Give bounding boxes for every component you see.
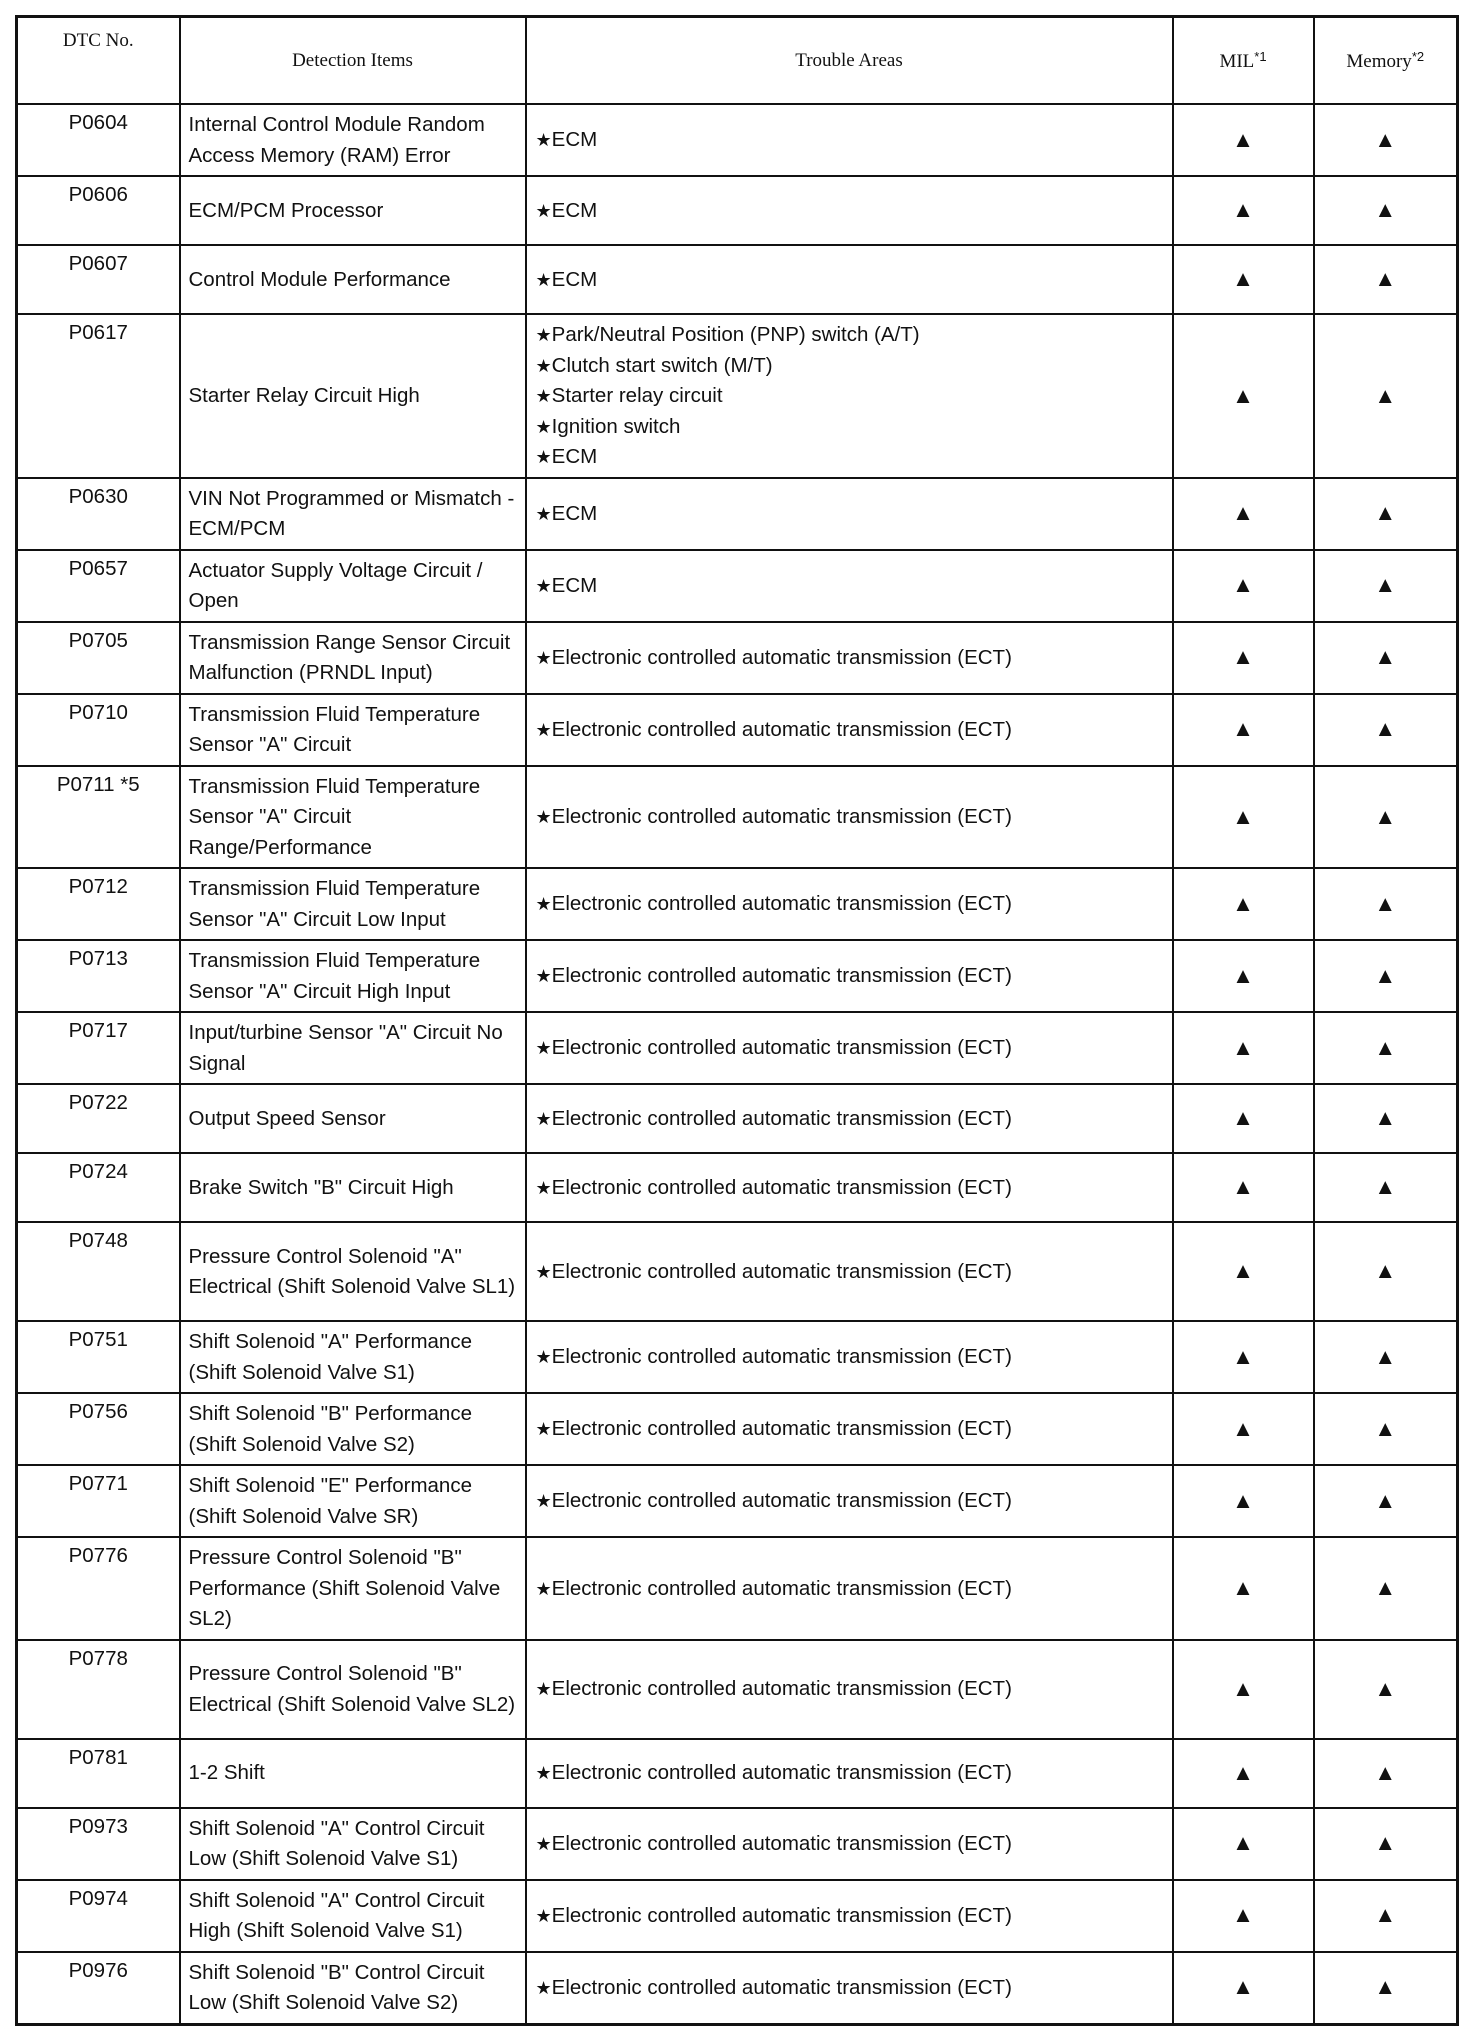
dtc-code: P0604 [17, 104, 180, 176]
trouble-area-text: Electronic controlled automatic transmission (ECT) [551, 1175, 1012, 1199]
filled-triangle-icon: ▲ [1232, 382, 1254, 408]
trouble-area-text: Electronic controlled automatic transmission (ECT) [551, 964, 1012, 988]
detection-item: Transmission Fluid Temperature Sensor "A" Circuit High Input [180, 940, 526, 1012]
trouble-areas [526, 104, 1173, 176]
mil-cell [1173, 1808, 1314, 1880]
mil-cell [1173, 622, 1314, 694]
trouble-area-item [536, 1104, 1164, 1135]
trouble-area-text: ECM [551, 128, 598, 152]
detection-item: Pressure Control Solenoid "B" Electrical (Shift Solenoid Valve SL2) [180, 1640, 526, 1739]
memory-cell [1314, 868, 1458, 940]
memory-cell [1314, 1465, 1458, 1537]
trouble-area-item [536, 1173, 1164, 1204]
trouble-areas [526, 1153, 1173, 1222]
table-row [17, 176, 1458, 245]
table-row [17, 478, 1458, 550]
memory-cell [1314, 1739, 1458, 1808]
filled-triangle-icon: ▲ [1374, 1034, 1397, 1060]
dtc-code: P0724 [17, 1153, 180, 1222]
dtc-code: P0751 [17, 1321, 180, 1393]
detection-item: Brake Switch "B" Circuit High [180, 1153, 526, 1222]
filled-triangle-icon: ▲ [1232, 266, 1254, 292]
filled-triangle-icon: ▲ [1374, 382, 1397, 408]
trouble-areas [526, 1880, 1173, 1952]
trouble-area-item [536, 1973, 1164, 2004]
trouble-area-item [536, 1257, 1164, 1288]
trouble-area-text: Electronic controlled automatic transmission (ECT) [551, 1345, 1012, 1369]
header-detection-items: Detection Items [180, 17, 526, 105]
dtc-code: P0607 [17, 245, 180, 314]
mil-cell [1173, 1537, 1314, 1640]
detection-item: Pressure Control Solenoid "A" Electrical (Shift Solenoid Valve SL1) [180, 1222, 526, 1321]
star-bullet-icon: ★ [535, 269, 552, 290]
dtc-code: P0776 [17, 1537, 180, 1640]
star-bullet-icon: ★ [535, 200, 552, 221]
star-bullet-icon: ★ [535, 894, 552, 915]
trouble-area-text: Electronic controlled automatic transmission (ECT) [551, 1036, 1012, 1060]
filled-triangle-icon: ▲ [1232, 1575, 1254, 1600]
filled-triangle-icon: ▲ [1374, 962, 1397, 988]
table-row [17, 1222, 1458, 1321]
table-row [17, 622, 1458, 694]
trouble-area-text: Starter relay circuit [551, 384, 723, 407]
trouble-area-text: Electronic controlled automatic transmission (ECT) [551, 1831, 1012, 1855]
star-bullet-icon: ★ [535, 719, 552, 740]
trouble-areas [526, 1952, 1173, 2025]
trouble-area-item [536, 1033, 1164, 1064]
detection-item: Shift Solenoid "A" Control Circuit Low (Shift Solenoid Valve S1) [180, 1808, 526, 1880]
filled-triangle-icon: ▲ [1374, 1830, 1397, 1856]
memory-cell [1314, 1952, 1458, 2025]
memory-cell [1314, 245, 1458, 314]
star-bullet-icon: ★ [535, 1905, 552, 1926]
dtc-code: P0711 *5 [17, 766, 180, 869]
table-row [17, 940, 1458, 1012]
trouble-area-item [536, 1574, 1164, 1605]
star-bullet-icon: ★ [535, 807, 552, 827]
mil-cell [1173, 1739, 1314, 1808]
trouble-area-item [536, 412, 1164, 443]
dtc-code: P0974 [17, 1880, 180, 1952]
mil-cell [1173, 1084, 1314, 1153]
trouble-area-item [536, 1486, 1164, 1517]
filled-triangle-icon: ▲ [1232, 1487, 1254, 1513]
filled-triangle-icon: ▲ [1374, 803, 1397, 829]
table-row [17, 1153, 1458, 1222]
trouble-area-text: Electronic controlled automatic transmission (ECT) [551, 1761, 1012, 1785]
header-memory-footnote: *2 [1411, 48, 1425, 64]
table-row [17, 1739, 1458, 1808]
trouble-area-text: ECM [551, 267, 598, 291]
detection-item: Starter Relay Circuit High [180, 314, 526, 478]
detection-item: 1-2 Shift [180, 1739, 526, 1808]
filled-triangle-icon: ▲ [1374, 126, 1397, 152]
dtc-code: P0705 [17, 622, 180, 694]
star-bullet-icon: ★ [535, 1977, 552, 1998]
trouble-areas [526, 478, 1173, 550]
mil-cell [1173, 694, 1314, 766]
dtc-table-container [15, 15, 1456, 2026]
filled-triangle-icon: ▲ [1374, 1258, 1397, 1284]
mil-cell [1173, 1952, 1314, 2025]
header-mil-label: MIL [1219, 50, 1255, 72]
filled-triangle-icon: ▲ [1232, 716, 1254, 742]
trouble-area-item [536, 715, 1164, 746]
trouble-area-item [536, 571, 1164, 602]
header-mil-footnote: *1 [1254, 48, 1267, 64]
table-row [17, 766, 1458, 869]
trouble-area-item [536, 802, 1164, 833]
dtc-code: P0713 [17, 940, 180, 1012]
trouble-areas [526, 1222, 1173, 1321]
header-memory-label: Memory [1346, 50, 1412, 72]
filled-triangle-icon: ▲ [1232, 1675, 1254, 1701]
detection-item: Transmission Fluid Temperature Sensor "A" Circuit Low Input [180, 868, 526, 940]
table-row [17, 1012, 1458, 1084]
memory-cell [1314, 1321, 1458, 1393]
trouble-area-text: Electronic controlled automatic transmission (ECT) [551, 1576, 1012, 1600]
filled-triangle-icon: ▲ [1232, 1258, 1254, 1284]
dtc-code: P0778 [17, 1640, 180, 1739]
filled-triangle-icon: ▲ [1232, 572, 1254, 598]
memory-cell [1314, 766, 1458, 869]
filled-triangle-icon: ▲ [1374, 1575, 1397, 1600]
trouble-area-text: Electronic controlled automatic transmission (ECT) [551, 1903, 1012, 1927]
detection-item: ECM/PCM Processor [180, 176, 526, 245]
star-bullet-icon: ★ [535, 355, 552, 376]
mil-cell [1173, 176, 1314, 245]
table-row [17, 1465, 1458, 1537]
filled-triangle-icon: ▲ [1232, 644, 1254, 670]
detection-item: Input/turbine Sensor "A" Circuit No Signal [180, 1012, 526, 1084]
trouble-areas [526, 694, 1173, 766]
header-trouble-areas: Trouble Areas [526, 17, 1173, 105]
star-bullet-icon: ★ [535, 416, 552, 437]
mil-cell [1173, 314, 1314, 478]
star-bullet-icon: ★ [535, 1833, 552, 1854]
mil-cell [1173, 1640, 1314, 1739]
memory-cell [1314, 1084, 1458, 1153]
header-memory [1314, 17, 1458, 105]
mil-cell [1173, 766, 1314, 869]
trouble-area-text: Electronic controlled automatic transmission (ECT) [551, 805, 1012, 828]
trouble-areas [526, 1321, 1173, 1393]
table-header-row [17, 17, 1458, 105]
mil-cell [1173, 1465, 1314, 1537]
trouble-area-text: ECM [551, 501, 598, 525]
memory-cell [1314, 694, 1458, 766]
filled-triangle-icon: ▲ [1374, 1415, 1397, 1441]
table-row [17, 694, 1458, 766]
trouble-area-text: Clutch start switch (M/T) [551, 353, 773, 377]
dtc-code: P0973 [17, 1808, 180, 1880]
table-row [17, 1393, 1458, 1465]
detection-item: Actuator Supply Voltage Circuit / Open [180, 550, 526, 622]
trouble-area-item [536, 381, 1164, 412]
star-bullet-icon: ★ [535, 1578, 552, 1599]
dtc-code: P0657 [17, 550, 180, 622]
filled-triangle-icon: ▲ [1232, 1830, 1254, 1856]
trouble-area-item [536, 889, 1164, 920]
table-row [17, 104, 1458, 176]
trouble-area-text: ECM [551, 198, 598, 222]
trouble-areas [526, 766, 1173, 869]
star-bullet-icon: ★ [535, 1679, 552, 1700]
trouble-areas [526, 1393, 1173, 1465]
trouble-area-text: Park/Neutral Position (PNP) switch (A/T) [551, 323, 920, 346]
trouble-area-text: Ignition switch [551, 414, 681, 438]
memory-cell [1314, 314, 1458, 478]
memory-cell [1314, 478, 1458, 550]
detection-item: Shift Solenoid "B" Control Circuit Low (Shift Solenoid Valve S2) [180, 1952, 526, 2025]
trouble-areas [526, 1465, 1173, 1537]
trouble-areas [526, 1537, 1173, 1640]
trouble-area-item [536, 1901, 1164, 1932]
filled-triangle-icon: ▲ [1374, 197, 1397, 223]
filled-triangle-icon: ▲ [1374, 644, 1397, 670]
table-row [17, 314, 1458, 478]
trouble-areas [526, 868, 1173, 940]
filled-triangle-icon: ▲ [1374, 1902, 1397, 1928]
filled-triangle-icon: ▲ [1232, 1105, 1254, 1131]
filled-triangle-icon: ▲ [1374, 1343, 1397, 1369]
filled-triangle-icon: ▲ [1374, 1974, 1397, 2000]
memory-cell [1314, 940, 1458, 1012]
filled-triangle-icon: ▲ [1232, 962, 1254, 988]
star-bullet-icon: ★ [535, 966, 552, 987]
trouble-area-item [536, 1829, 1164, 1860]
filled-triangle-icon: ▲ [1232, 197, 1254, 223]
trouble-area-text: Electronic controlled automatic transmission (ECT) [551, 1106, 1012, 1130]
table-row [17, 1808, 1458, 1880]
filled-triangle-icon: ▲ [1232, 126, 1254, 152]
trouble-area-text: Electronic controlled automatic transmission (ECT) [551, 1259, 1012, 1283]
memory-cell [1314, 104, 1458, 176]
filled-triangle-icon: ▲ [1374, 1675, 1397, 1701]
star-bullet-icon: ★ [535, 575, 552, 596]
filled-triangle-icon: ▲ [1232, 803, 1254, 829]
star-bullet-icon: ★ [535, 1763, 552, 1784]
mil-cell [1173, 1880, 1314, 1952]
dtc-code: P0617 [17, 314, 180, 478]
filled-triangle-icon: ▲ [1232, 500, 1254, 526]
trouble-areas [526, 940, 1173, 1012]
filled-triangle-icon: ▲ [1232, 890, 1254, 916]
table-row [17, 1084, 1458, 1153]
mil-cell [1173, 1393, 1314, 1465]
trouble-areas [526, 1739, 1173, 1808]
trouble-area-text: Electronic controlled automatic transmission (ECT) [551, 1677, 1012, 1701]
filled-triangle-icon: ▲ [1374, 1759, 1397, 1785]
filled-triangle-icon: ▲ [1232, 1343, 1254, 1369]
star-bullet-icon: ★ [535, 1347, 552, 1368]
trouble-areas [526, 1084, 1173, 1153]
mil-cell [1173, 868, 1314, 940]
detection-item: Pressure Control Solenoid "B" Performance (Shift Solenoid Valve SL2) [180, 1537, 526, 1640]
table-row [17, 1640, 1458, 1739]
detection-item: Transmission Fluid Temperature Sensor "A" Circuit Range/Performance [180, 766, 526, 869]
filled-triangle-icon: ▲ [1232, 1034, 1254, 1060]
filled-triangle-icon: ▲ [1232, 1974, 1254, 2000]
memory-cell [1314, 1012, 1458, 1084]
table-row [17, 1537, 1458, 1640]
mil-cell [1173, 1222, 1314, 1321]
trouble-areas [526, 1808, 1173, 1880]
star-bullet-icon: ★ [535, 325, 552, 345]
trouble-area-text: ECM [551, 573, 598, 597]
memory-cell [1314, 550, 1458, 622]
filled-triangle-icon: ▲ [1232, 1902, 1254, 1928]
memory-cell [1314, 176, 1458, 245]
detection-item: Internal Control Module Random Access Memory (RAM) Error [180, 104, 526, 176]
memory-cell [1314, 1880, 1458, 1952]
memory-cell [1314, 1808, 1458, 1880]
filled-triangle-icon: ▲ [1232, 1174, 1254, 1200]
filled-triangle-icon: ▲ [1374, 716, 1397, 742]
star-bullet-icon: ★ [535, 503, 552, 524]
trouble-area-item [536, 320, 1164, 351]
trouble-areas [526, 176, 1173, 245]
filled-triangle-icon: ▲ [1374, 572, 1397, 598]
mil-cell [1173, 1012, 1314, 1084]
trouble-areas [526, 550, 1173, 622]
filled-triangle-icon: ▲ [1232, 1415, 1254, 1441]
trouble-areas [526, 1012, 1173, 1084]
dtc-code: P0710 [17, 694, 180, 766]
dtc-code: P0781 [17, 1739, 180, 1808]
dtc-table [15, 15, 1459, 2026]
dtc-code: P0976 [17, 1952, 180, 2025]
trouble-area-item [536, 643, 1164, 674]
star-bullet-icon: ★ [535, 1108, 552, 1129]
dtc-code: P0748 [17, 1222, 180, 1321]
table-row [17, 1880, 1458, 1952]
detection-item: Transmission Range Sensor Circuit Malfunction (PRNDL Input) [180, 622, 526, 694]
star-bullet-icon: ★ [535, 1491, 552, 1512]
star-bullet-icon: ★ [535, 1261, 552, 1282]
trouble-area-item [536, 351, 1164, 382]
trouble-area-text: Electronic controlled automatic transmission (ECT) [551, 645, 1012, 669]
header-dtc-no: DTC No. [17, 17, 180, 105]
detection-item: Shift Solenoid "A" Performance (Shift Solenoid Valve S1) [180, 1321, 526, 1393]
memory-cell [1314, 1393, 1458, 1465]
dtc-code: P0722 [17, 1084, 180, 1153]
table-body [17, 104, 1458, 2024]
mil-cell [1173, 940, 1314, 1012]
table-row [17, 1321, 1458, 1393]
star-bullet-icon: ★ [535, 1419, 552, 1440]
memory-cell [1314, 1222, 1458, 1321]
trouble-area-item [536, 196, 1164, 227]
memory-cell [1314, 622, 1458, 694]
dtc-code: P0756 [17, 1393, 180, 1465]
detection-item: Shift Solenoid "A" Control Circuit High (Shift Solenoid Valve S1) [180, 1880, 526, 1952]
mil-cell [1173, 104, 1314, 176]
header-mil [1173, 17, 1314, 105]
filled-triangle-icon: ▲ [1374, 1487, 1397, 1513]
trouble-area-item [536, 125, 1164, 156]
trouble-area-text: Electronic controlled automatic transmission (ECT) [551, 1417, 1012, 1441]
detection-item: Shift Solenoid "E" Performance (Shift Solenoid Valve SR) [180, 1465, 526, 1537]
detection-item: Shift Solenoid "B" Performance (Shift Solenoid Valve S2) [180, 1393, 526, 1465]
filled-triangle-icon: ▲ [1374, 1174, 1397, 1200]
trouble-area-text: Electronic controlled automatic transmission (ECT) [551, 717, 1012, 741]
filled-triangle-icon: ▲ [1374, 890, 1397, 916]
memory-cell [1314, 1153, 1458, 1222]
memory-cell [1314, 1537, 1458, 1640]
trouble-area-text: Electronic controlled automatic transmission (ECT) [551, 1975, 1012, 1999]
trouble-area-text: ECM [551, 445, 598, 468]
trouble-areas [526, 245, 1173, 314]
trouble-area-item [536, 961, 1164, 992]
filled-triangle-icon: ▲ [1374, 500, 1397, 526]
filled-triangle-icon: ▲ [1374, 1105, 1397, 1131]
mil-cell [1173, 245, 1314, 314]
trouble-area-item [536, 1414, 1164, 1445]
dtc-code: P0771 [17, 1465, 180, 1537]
dtc-code: P0717 [17, 1012, 180, 1084]
trouble-areas [526, 314, 1173, 478]
detection-item: VIN Not Programmed or Mismatch - ECM/PCM [180, 478, 526, 550]
table-row [17, 550, 1458, 622]
trouble-areas [526, 622, 1173, 694]
memory-cell [1314, 1640, 1458, 1739]
trouble-area-item [536, 1342, 1164, 1373]
star-bullet-icon: ★ [535, 386, 552, 406]
mil-cell [1173, 550, 1314, 622]
trouble-area-item [536, 499, 1164, 530]
detection-item: Transmission Fluid Temperature Sensor "A" Circuit [180, 694, 526, 766]
dtc-code: P0712 [17, 868, 180, 940]
mil-cell [1173, 1153, 1314, 1222]
mil-cell [1173, 1321, 1314, 1393]
trouble-area-item [536, 1674, 1164, 1705]
star-bullet-icon: ★ [535, 1038, 552, 1059]
star-bullet-icon: ★ [535, 1177, 552, 1198]
filled-triangle-icon: ▲ [1232, 1759, 1254, 1785]
mil-cell [1173, 478, 1314, 550]
star-bullet-icon: ★ [535, 647, 552, 668]
dtc-code: P0606 [17, 176, 180, 245]
table-row [17, 245, 1458, 314]
trouble-area-item [536, 442, 1164, 473]
trouble-area-item [536, 265, 1164, 296]
dtc-code: P0630 [17, 478, 180, 550]
star-bullet-icon: ★ [535, 130, 552, 151]
filled-triangle-icon: ▲ [1374, 266, 1397, 292]
table-row [17, 1952, 1458, 2025]
detection-item: Control Module Performance [180, 245, 526, 314]
trouble-area-item [536, 1758, 1164, 1789]
detection-item: Output Speed Sensor [180, 1084, 526, 1153]
trouble-area-text: Electronic controlled automatic transmission (ECT) [551, 892, 1012, 916]
trouble-area-text: Electronic controlled automatic transmission (ECT) [551, 1489, 1012, 1513]
trouble-areas [526, 1640, 1173, 1739]
table-row [17, 868, 1458, 940]
star-bullet-icon: ★ [535, 447, 552, 467]
